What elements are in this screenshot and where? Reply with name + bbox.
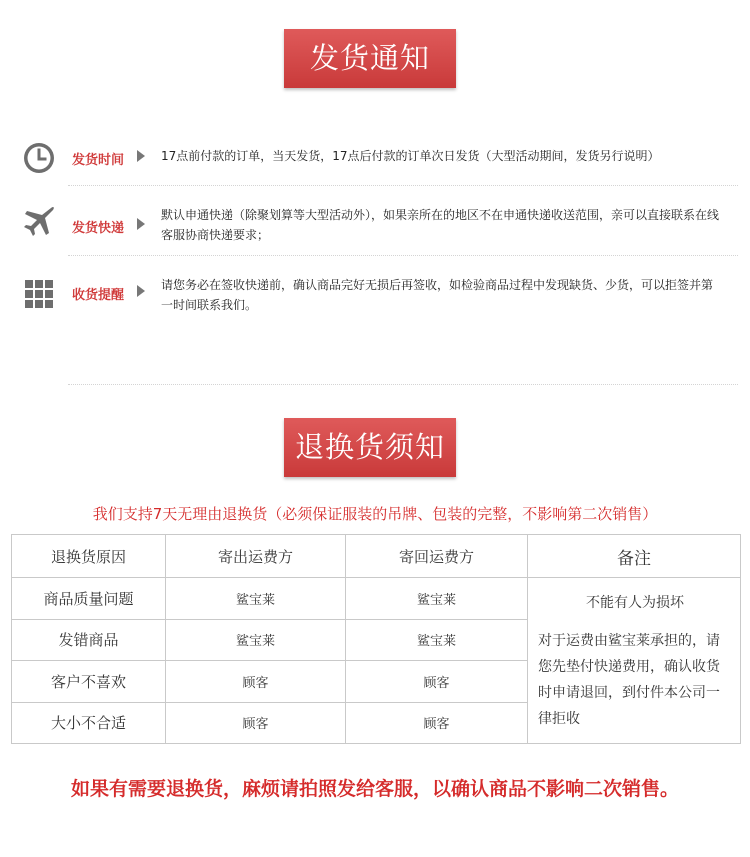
returns-policy-notice: 我们支持7天无理由退换货（必须保证服装的吊牌、包装的完整，不影响第二次销售）	[92, 505, 658, 523]
returns-table	[11, 534, 741, 744]
return-fee-cell: 顾客	[346, 702, 528, 744]
table-row	[12, 578, 741, 620]
note-cell	[528, 578, 741, 744]
reason-cell: 商品质量问题	[12, 578, 166, 620]
table-header-row	[12, 535, 741, 578]
reason-cell: 客户不喜欢	[12, 661, 166, 703]
chevron-right-icon	[137, 218, 145, 230]
note-top-text: 不能有人为损坏	[586, 595, 684, 611]
grid-icon	[23, 278, 55, 310]
divider	[68, 384, 738, 385]
header-return-fee: 寄回运费方	[346, 535, 528, 578]
note-body-text: 对于运费由鲨宝莱承担的，请您先垫付快递费用，确认收货时申请退回，到付件本公司一律拒收	[538, 633, 720, 727]
shipping-text-time: 17点前付款的订单，当天发货，17点后付款的订单次日发货（大型活动期间，发货另行说明）	[161, 149, 660, 163]
returns-footer-reminder: 如果有需要退换货，麻烦请拍照发给客服，以确认商品不影响二次销售。	[70, 778, 679, 800]
shipping-row-courier	[0, 200, 750, 250]
divider	[68, 185, 738, 186]
shipping-row-receipt	[0, 268, 750, 318]
chevron-right-icon	[137, 285, 145, 297]
reason-cell: 大小不合适	[12, 702, 166, 744]
shipping-text-courier: 默认申通快递（除聚划算等大型活动外），如果亲所在的地区不在申通快递收送范围，亲可以直接联系在线客服协商快递要求；	[161, 208, 720, 242]
shipping-row-time	[0, 140, 750, 180]
reason-cell: 发错商品	[12, 619, 166, 661]
chevron-right-icon	[137, 150, 145, 162]
send-fee-cell: 鲨宝莱	[166, 578, 346, 620]
send-fee-cell: 鲨宝莱	[166, 619, 346, 661]
send-fee-cell: 顾客	[166, 702, 346, 744]
header-reason: 退换货原因	[12, 535, 166, 578]
return-fee-cell: 鲨宝莱	[346, 578, 528, 620]
shipping-notice-banner: 发货通知	[284, 29, 456, 88]
header-note: 备注	[528, 535, 741, 578]
airplane-icon	[23, 205, 55, 237]
shipping-label-receipt: 收货提醒	[72, 288, 125, 303]
clock-icon	[23, 142, 55, 174]
header-send-fee: 寄出运费方	[166, 535, 346, 578]
send-fee-cell: 顾客	[166, 661, 346, 703]
shipping-label-time: 发货时间	[72, 153, 125, 168]
return-fee-cell: 鲨宝莱	[346, 619, 528, 661]
return-fee-cell: 顾客	[346, 661, 528, 703]
shipping-text-receipt: 请您务必在签收快递前，确认商品完好无损后再签收，如检验商品过程中发现缺货、少货，可以拒签并第一时间联系我们。	[161, 278, 714, 312]
returns-notice-banner: 退换货须知	[284, 418, 456, 477]
shipping-label-courier: 发货快递	[72, 221, 125, 236]
divider	[68, 255, 738, 256]
